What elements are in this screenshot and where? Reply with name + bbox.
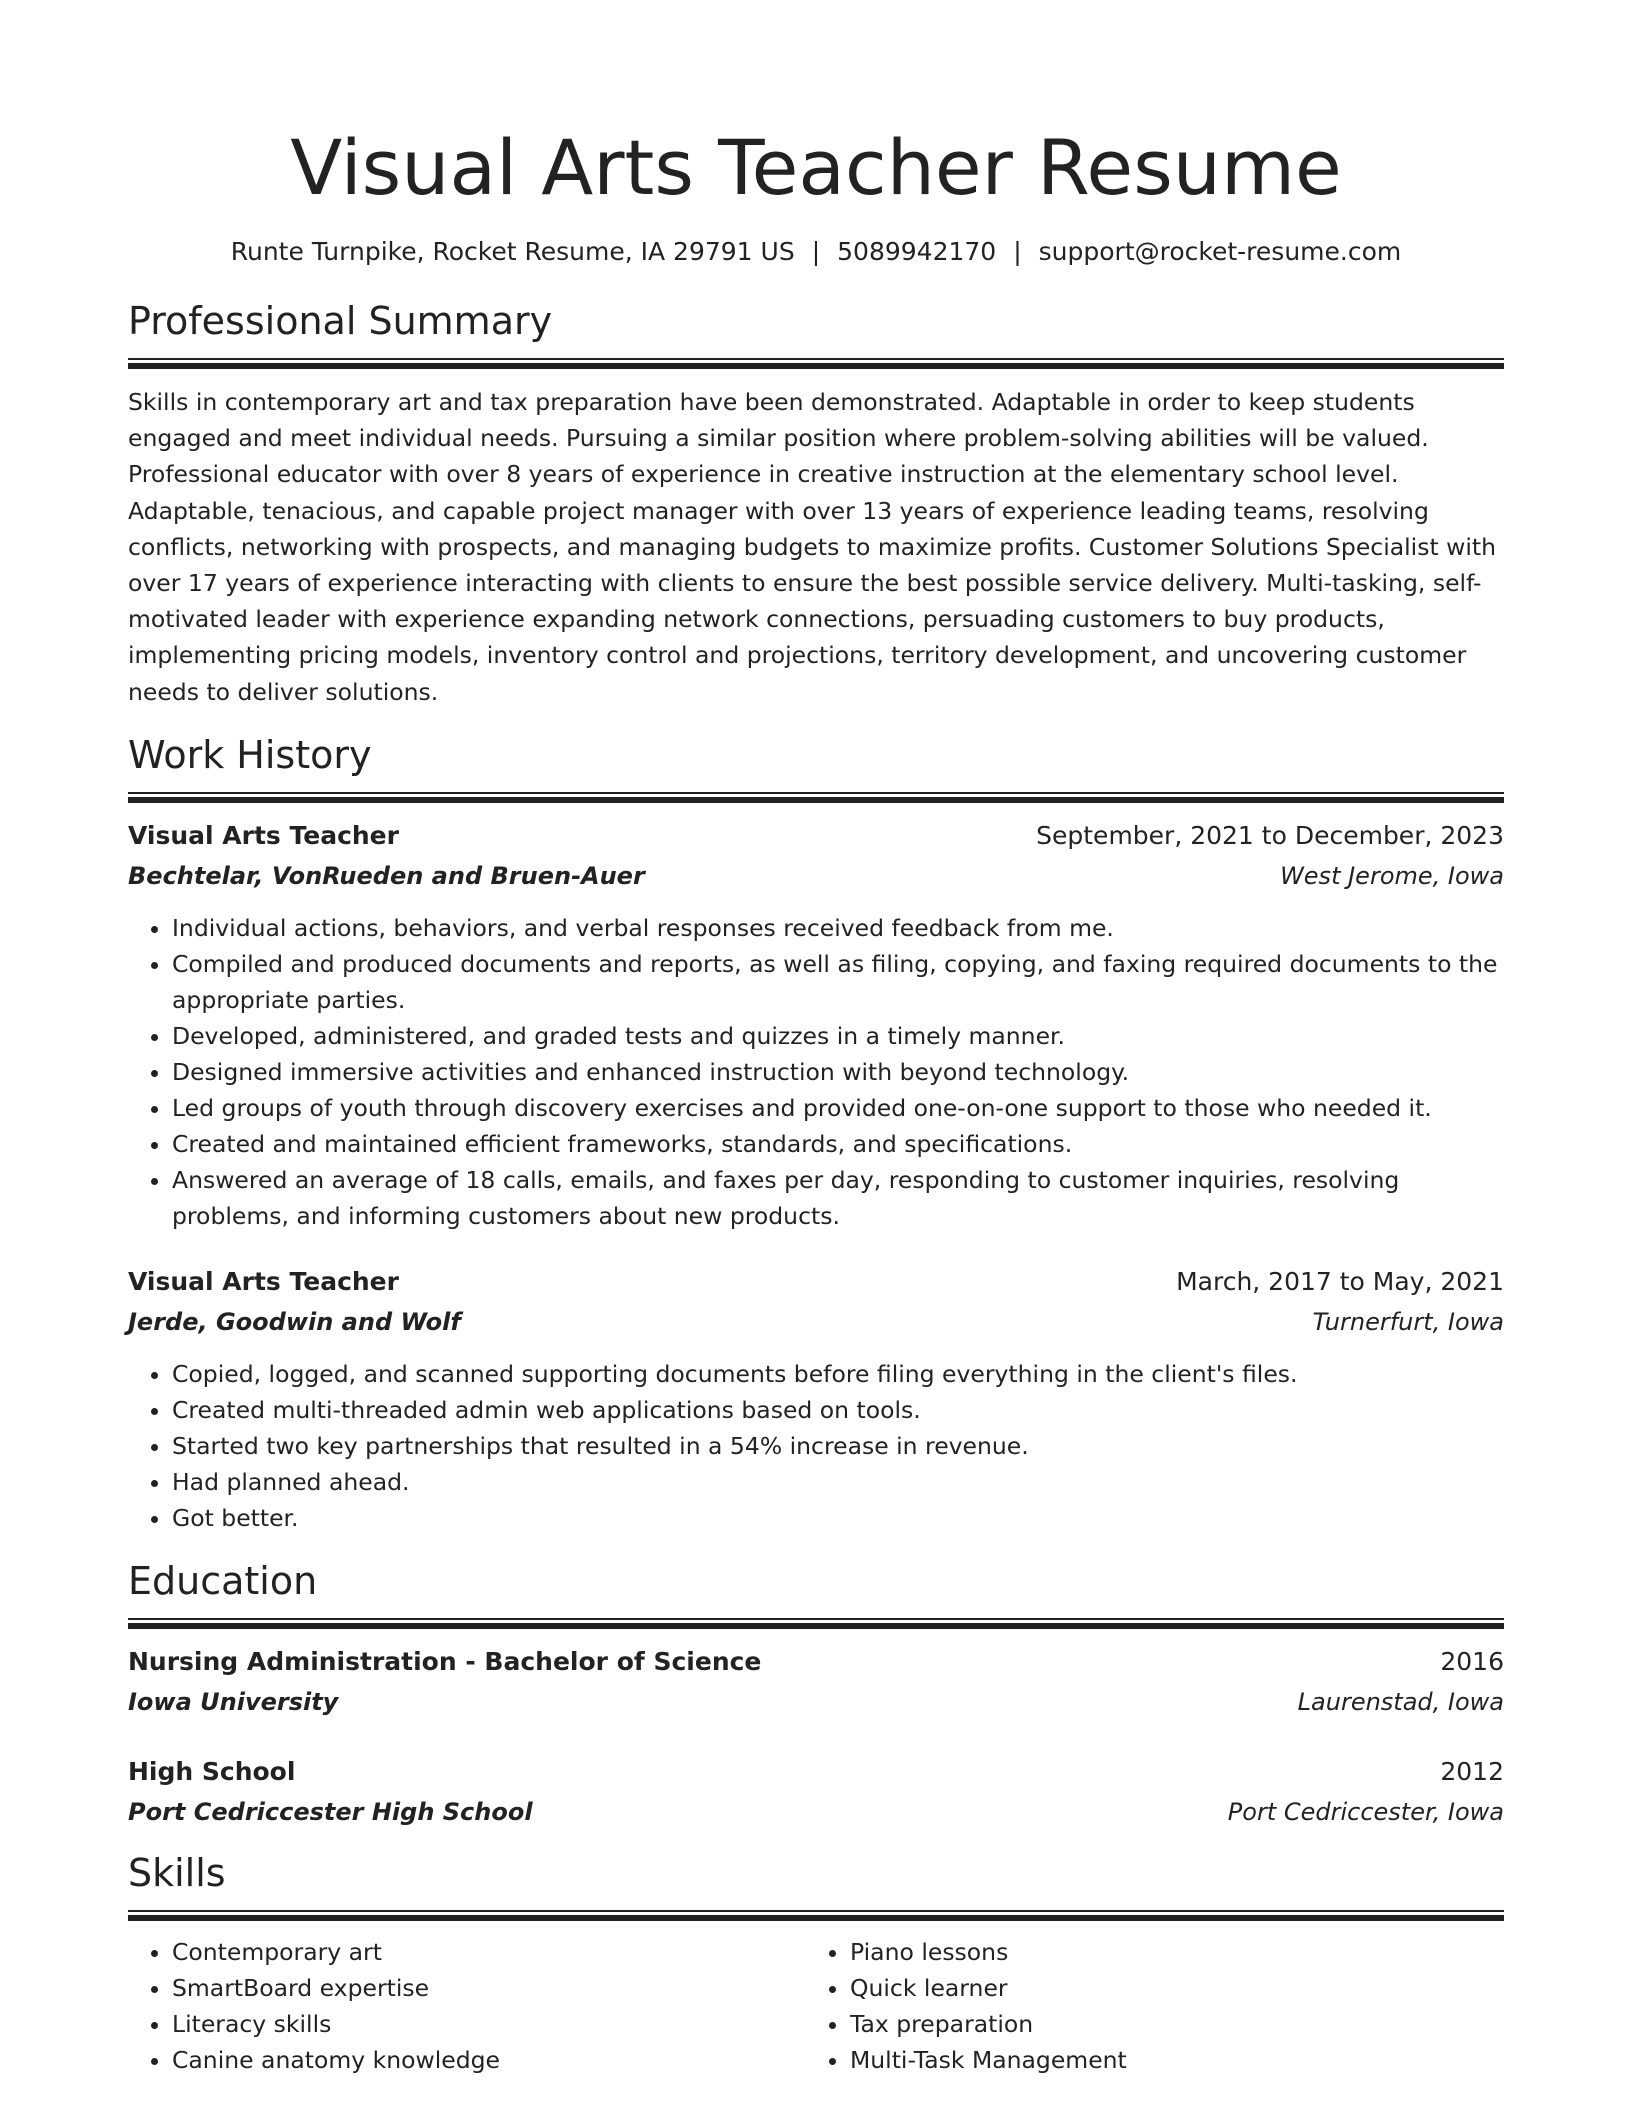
education-degree: High School [128, 1756, 296, 1786]
contact-separator: | [811, 237, 821, 266]
section-title-work: Work History [128, 732, 372, 777]
section-divider [128, 358, 1504, 368]
education-year: 2012 [1440, 1756, 1504, 1786]
job-dates: September, 2021 to December, 2023 [1036, 820, 1504, 850]
list-item: • Got better. [172, 1500, 1504, 1536]
list-item: • Piano lessons [850, 1934, 1484, 1970]
contact-email: support@rocket-resume.com [1038, 237, 1402, 266]
education-entry [128, 1752, 1504, 1832]
resume-title: Visual Arts Teacher Resume [290, 123, 1342, 212]
list-item: • Created multi-threaded admin web applications based on tools. [172, 1392, 1504, 1428]
job-entry [128, 816, 1504, 1234]
contact-address: Runte Turnpike, Rocket Resume, IA 29791 US [230, 237, 795, 266]
list-item: • Literacy skills [172, 2006, 806, 2042]
skills-section [128, 1848, 1504, 2078]
list-item: • Answered an average of 18 calls, emails, and faxes per day, responding to customer inquiries, resolving problems, and informing customers about new products. [172, 1162, 1504, 1234]
section-title-summary: Professional Summary [128, 299, 553, 343]
education-entry [128, 1642, 1504, 1722]
section-divider [128, 1618, 1504, 1628]
skills-list [128, 1934, 1504, 2078]
education-location: Port Cedriccester, Iowa [1227, 1797, 1504, 1826]
education-degree: Nursing Administration - Bachelor of Science [128, 1646, 762, 1676]
section-divider [128, 792, 1504, 802]
job-company: Jerde, Goodwin and Wolf [128, 1307, 461, 1336]
list-item: • SmartBoard expertise [172, 1970, 806, 2006]
list-item: • Tax preparation [850, 2006, 1484, 2042]
job-location: Turnerfurt, Iowa [1312, 1307, 1504, 1336]
list-item: • Had planned ahead. [172, 1464, 1504, 1500]
job-company: Bechtelar, VonRueden and Bruen-Auer [128, 861, 645, 890]
section-title-education: Education [128, 1558, 318, 1603]
list-item: • Led groups of youth through discovery exercises and provided one-on-one support to those who needed it. [172, 1090, 1504, 1126]
education-school: Iowa University [128, 1687, 339, 1716]
list-item: • Individual actions, behaviors, and verbal responses received feedback from me. [172, 910, 1504, 946]
list-item: • Contemporary art [172, 1934, 806, 1970]
list-item: • Compiled and produced documents and reports, as well as filing, copying, and faxing required documents to the appropriate parties. [172, 946, 1504, 1018]
section-title-skills: Skills [128, 1850, 226, 1895]
job-bullets [128, 1356, 1504, 1536]
contact-line [128, 234, 1504, 270]
job-title: Visual Arts Teacher [128, 1266, 399, 1296]
education-location: Laurenstad, Iowa [1297, 1687, 1504, 1716]
work-history-section [128, 730, 1504, 1536]
contact-separator: | [1013, 237, 1022, 266]
list-item: • Quick learner [850, 1970, 1484, 2006]
job-bullets [128, 910, 1504, 1234]
job-title: Visual Arts Teacher [128, 820, 399, 850]
list-item: • Developed, administered, and graded tests and quizzes in a timely manner. [172, 1018, 1504, 1054]
education-section [128, 1556, 1504, 1832]
job-dates: March, 2017 to May, 2021 [1176, 1266, 1504, 1296]
list-item: • Copied, logged, and scanned supporting documents before filing everything in the client's files. [172, 1356, 1504, 1392]
skills-column-left [128, 1934, 806, 2078]
list-item: • Multi-Task Management [850, 2042, 1484, 2078]
summary-section [128, 296, 1504, 710]
skills-column-right [806, 1934, 1484, 2078]
resume-page [128, 118, 1504, 2078]
contact-phone: 5089942170 [837, 237, 997, 266]
education-school: Port Cedriccester High School [128, 1797, 533, 1826]
summary-text: Skills in contemporary art and tax preparation have been demonstrated. Adaptable in order to keep students engaged and meet individual needs. Pursuing a similar position where problem-solving abilities will be valued. Professional educator with over 8 years of experience in creative instruction at the elementary school level. Adaptable, tenacious, and capable project manager with over 13 years of experience leading teams, resolving conflicts, networking with prospects, and managing budgets to maximize profits. Customer Solutions Specialist with over 17 years of experience interacting with clients to ensure the best possible service delivery. Multi-tasking, self-motivated leader with experience expanding network connections, persuading customers to buy products, implementing pricing models, inventory control and projections, territory development, and uncovering customer needs to deliver solutions. [128, 388, 1496, 706]
job-location: West Jerome, Iowa [1280, 861, 1504, 890]
list-item: • Designed immersive activities and enhanced instruction with beyond technology. [172, 1054, 1504, 1090]
list-item: • Canine anatomy knowledge [172, 2042, 806, 2078]
section-divider [128, 1910, 1504, 1920]
list-item: • Created and maintained efficient frameworks, standards, and specifications. [172, 1126, 1504, 1162]
education-year: 2016 [1440, 1646, 1504, 1676]
job-entry [128, 1262, 1504, 1536]
list-item: • Started two key partnerships that resulted in a 54% increase in revenue. [172, 1428, 1504, 1464]
